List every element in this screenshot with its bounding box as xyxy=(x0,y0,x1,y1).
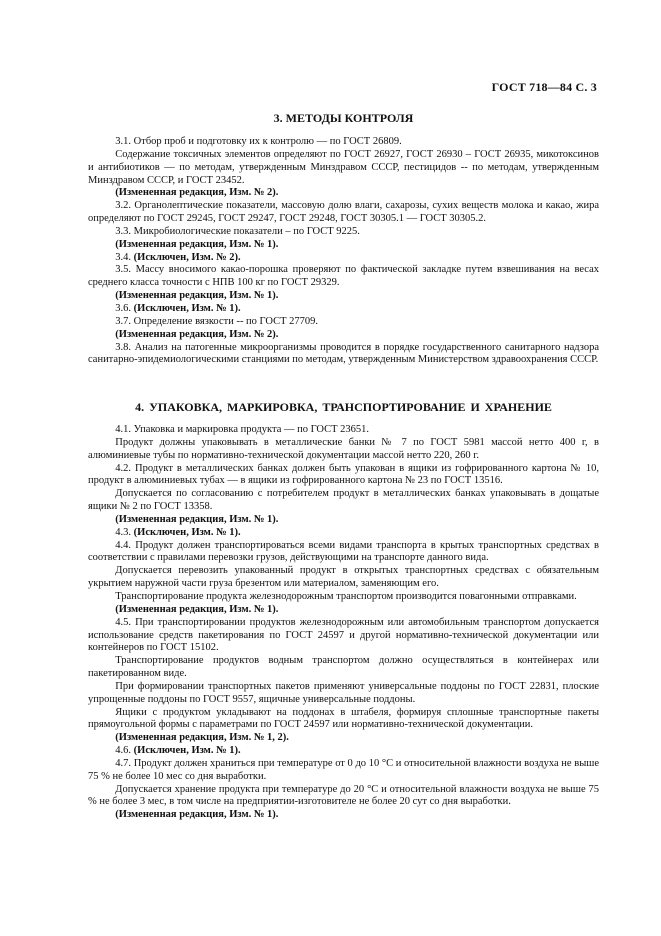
paragraph-excluded xyxy=(88,303,599,316)
amendment-note: (Измененная редакция, Изм. № 1). xyxy=(115,290,279,302)
paragraph: 4.5. При транспортировании продуктов железнодорожным или автомобильным транспортом допускается использование средств пакетирования по ГОСТ 24597 и другой нормативно-технической документации или контейнеров по ГОСТ 15102. xyxy=(88,616,599,654)
amendment-note: (Измененная редакция, Изм. № 1, 2). xyxy=(115,732,289,744)
paragraph: 3.2. Органолептические показатели, массовую долю влаги, сахарозы, сухих веществ молока и какао, жира определяют по ГОСТ 29245, ГОСТ 29247, ГОСТ 29248, ГОСТ 30305.1 — ГОСТ 30305.2. xyxy=(88,200,599,225)
paragraph: 3.3. Микробиологические показатели – по ГОСТ 9225. xyxy=(115,225,360,237)
paragraph: 4.7. Продукт должен храниться при температуре от 0 до 10 °С и относительной влажности воздуха не выше 75 % не более 10 мес со дня выработки. xyxy=(88,757,599,782)
section-4-title: 4. УПАКОВКА, МАРКИРОВКА, ТРАНСПОРТИРОВАНИЕ И ХРАНЕНИЕ xyxy=(135,400,552,414)
paragraph: Допускается хранение продукта при температуре до 20 °С и относительной влажности воздуха не выше 75 % не более 3 мес, в том числе на предприятии-изготовителе не более 20 сут со дня выработки. xyxy=(88,783,599,808)
excluded-note: (Исключен, Изм. № 1). xyxy=(133,302,241,314)
paragraph: 4.1. Упаковка и маркировка продукта — по ГОСТ 23651. xyxy=(115,424,370,435)
paragraph: Транспортирование продуктов водным транспортом должно осуществляться в контейнерах или пакетированном виде. xyxy=(88,655,599,680)
paragraph: Продукт должны упаковывать в металлические банки № 7 по ГОСТ 5981 массой нетто 400 г, в алюминиевые тубы по нормативно-технической документации массой нетто 220, 260 г. xyxy=(88,436,599,461)
paragraph: 3.1. Отбор проб и подготовку их к контролю — по ГОСТ 26809. xyxy=(115,136,402,147)
paragraph: При формировании транспортных пакетов применяют универсальные поддоны по ГОСТ 22831, плоские упрощенные поддоны по ГОСТ 9557, ящичные универсальные поддоны. xyxy=(88,680,599,705)
excluded-note: (Исключен, Изм. № 1). xyxy=(133,745,241,757)
amendment-note: (Измененная редакция, Изм. № 1). xyxy=(115,238,279,250)
section-3-title: 3. МЕТОДЫ КОНТРОЛЯ xyxy=(273,111,414,125)
amendment-note: (Измененная редакция, Изм. № 1). xyxy=(115,809,279,821)
paragraph-excluded xyxy=(88,252,599,265)
clause-number: 4.6. xyxy=(115,745,134,757)
paragraph-excluded xyxy=(88,745,599,758)
paragraph: Допускается по согласованию с потребителем продукт в металлических банках упаковывать в дощатые ящики № 2 по ГОСТ 13358. xyxy=(88,488,599,513)
amendment-note: (Измененная редакция, Изм. № 2). xyxy=(115,187,279,199)
paragraph-excluded xyxy=(88,527,599,540)
amendment-note: (Измененная редакция, Изм. № 2). xyxy=(115,328,279,340)
paragraph: Транспортирование продукта железнодорожным транспортом производится повагонными отправками. xyxy=(115,590,577,602)
excluded-note: (Исключен, Изм. № 1). xyxy=(133,526,241,538)
section-4-body xyxy=(88,424,599,822)
paragraph: 3.8. Анализ на патогенные микроорганизмы проводится в порядке государственного санитарного надзора санитарно-эпидемиологическими станциями по методам, утвержденным Министерством здравоохранения СССР. xyxy=(88,341,599,366)
section-3-body xyxy=(88,136,599,367)
clause-number: 4.3. xyxy=(115,526,134,538)
paragraph: 3.5. Массу вносимого какао-порошка проверяют по фактической закладке путем взвешивания на весах среднего класса точности с НПВ 100 кг по ГОСТ 29329. xyxy=(88,264,599,289)
paragraph: 4.2. Продукт в металлических банках должен быть упакован в ящики из гофрированного картона № 10, продукт в алюминиевых тубах — в ящики из гофрированного картона № 23 по ГОСТ 13516. xyxy=(88,462,599,487)
paragraph: Допускается перевозить упакованный продукт в открытых транспортных средствах с обязательным укрытием наружной части груза брезентом или материалом, заменяющим его. xyxy=(88,565,599,590)
paragraph: Ящики с продуктом укладывают на поддонах в штабеля, формируя сплошные транспортные пакеты прямоугольной формы с параметрами по ГОСТ 24597 или нормативно-технической документации. xyxy=(88,706,599,731)
paragraph: Содержание токсичных элементов определяют по ГОСТ 26927, ГОСТ 26930 – ГОСТ 26935, микотоксинов и антибиотиков — по методам, утвержденным Минздравом СССР, пестицидов -- по методам, утвержденным Минздравом СССР, и ГОСТ 23452. xyxy=(88,148,599,186)
clause-number: 3.6. xyxy=(115,302,134,314)
running-header: ГОСТ 718—84 С. 3 xyxy=(491,80,597,94)
paragraph: 3.7. Определение вязкости -- по ГОСТ 27709. xyxy=(115,315,318,327)
excluded-note: (Исключен, Изм. № 2). xyxy=(133,251,241,263)
amendment-note: (Измененная редакция, Изм. № 1). xyxy=(115,513,279,525)
amendment-note: (Измененная редакция, Изм. № 1). xyxy=(115,603,279,615)
clause-number: 3.4. xyxy=(115,251,134,263)
paragraph: 4.4. Продукт должен транспортироваться всеми видами транспорта в крытых транспортных средствах в соответствии с правилами перевозки грузов, действующими на транспорте данного вида. xyxy=(88,539,599,564)
